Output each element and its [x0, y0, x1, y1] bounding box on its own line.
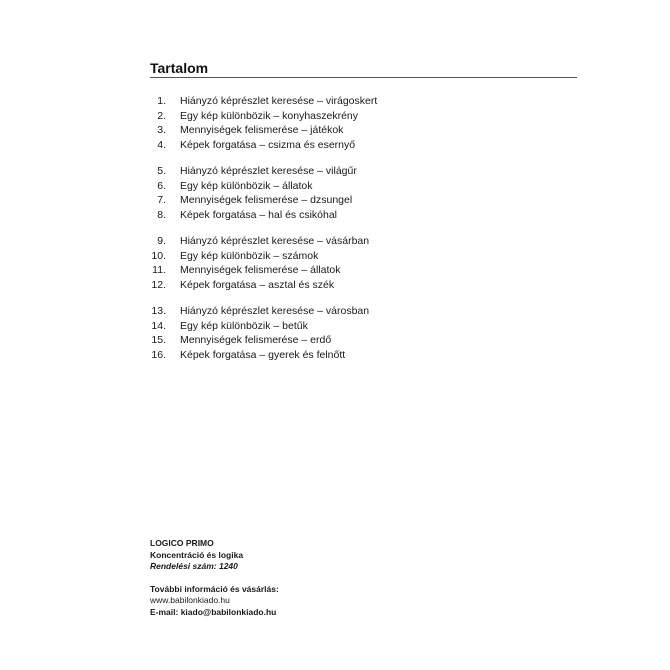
toc-entry-number: 11. — [152, 264, 166, 276]
toc-entry-title: Hiányzó képrészlet keresése – városban — [180, 305, 370, 317]
toc-entry-title: Mennyiségek felismerése – dzsungel — [180, 194, 353, 206]
toc-entry-title: Egy kép különbözik – konyhaszekrény — [180, 109, 359, 122]
toc-entry — [150, 304, 570, 319]
toc-group — [150, 234, 570, 292]
toc-entry-title: Képek forgatása – hal és csikóhal — [180, 208, 338, 221]
toc-entry-number: 8. — [157, 208, 166, 221]
toc-entry — [150, 333, 570, 348]
toc-group — [150, 304, 570, 362]
toc-entry-number: 6. — [157, 179, 166, 192]
toc-entry-title: Egy kép különbözik – állatok — [180, 179, 313, 192]
toc-entry — [150, 249, 570, 264]
toc-entry-title: Képek forgatása – csizma és esernyő — [180, 138, 356, 151]
title-divider — [150, 77, 577, 78]
toc-entry-title: Egy kép különbözik – betűk — [180, 319, 308, 332]
page-title: Tartalom — [150, 60, 209, 76]
toc-entry-title: Egy kép különbözik – számok — [180, 249, 319, 262]
table-of-contents — [150, 94, 570, 374]
product-subtitle: Koncentráció és logika — [150, 549, 244, 560]
toc-entry-number: 1. — [157, 95, 166, 107]
toc-entry — [150, 123, 570, 138]
toc-entry — [150, 208, 570, 223]
toc-group — [150, 94, 570, 152]
toc-entry — [150, 234, 570, 249]
toc-entry-title: Hiányzó képrészlet keresése – vásárban — [180, 235, 370, 247]
toc-entry-number: 5. — [157, 165, 166, 177]
toc-entry-number: 14. — [151, 319, 166, 332]
email-link[interactable]: E-mail: kiado@babilonkiado.hu — [150, 606, 277, 617]
toc-group — [150, 164, 570, 222]
toc-entry-title: Mennyiségek felismerése – erdő — [180, 334, 332, 346]
toc-entry-title: Hiányzó képrészlet keresése – világűr — [180, 165, 357, 177]
toc-entry — [150, 179, 570, 194]
toc-entry-number: 7. — [157, 194, 166, 206]
toc-entry-number: 10. — [151, 249, 166, 262]
order-number: Rendelési szám: 1240 — [150, 561, 238, 571]
toc-entry — [150, 319, 570, 334]
toc-entry-title: Mennyiségek felismerése – állatok — [180, 264, 341, 276]
product-name: LOGICO PRIMO — [150, 538, 214, 548]
toc-entry-number: 15. — [151, 334, 166, 346]
toc-entry — [150, 263, 570, 278]
toc-entry-number: 2. — [157, 109, 166, 122]
footer-info — [150, 538, 279, 618]
toc-entry — [150, 164, 570, 179]
toc-entry — [150, 278, 570, 293]
toc-entry-number: 13. — [151, 305, 166, 317]
toc-entry-title: Képek forgatása – gyerek és felnőtt — [180, 348, 346, 361]
toc-entry-number: 12. — [151, 278, 166, 291]
toc-entry — [150, 138, 570, 153]
toc-entry-number: 3. — [157, 124, 166, 136]
toc-entry — [150, 193, 570, 208]
toc-entry-title: Hiányzó képrészlet keresése – virágoskert — [180, 95, 378, 107]
website-link[interactable]: www.babilonkiado.hu — [150, 595, 230, 605]
toc-entry — [150, 348, 570, 363]
info-heading: További információ és vásárlás: — [150, 583, 279, 594]
toc-entry-title: Mennyiségek felismerése – játékok — [180, 124, 344, 136]
toc-entry-number: 16. — [151, 348, 166, 361]
toc-entry — [150, 94, 570, 109]
toc-entry-number: 9. — [157, 235, 166, 247]
toc-entry-title: Képek forgatása – asztal és szék — [180, 278, 335, 291]
toc-entry — [150, 109, 570, 124]
toc-entry-number: 4. — [157, 138, 166, 151]
